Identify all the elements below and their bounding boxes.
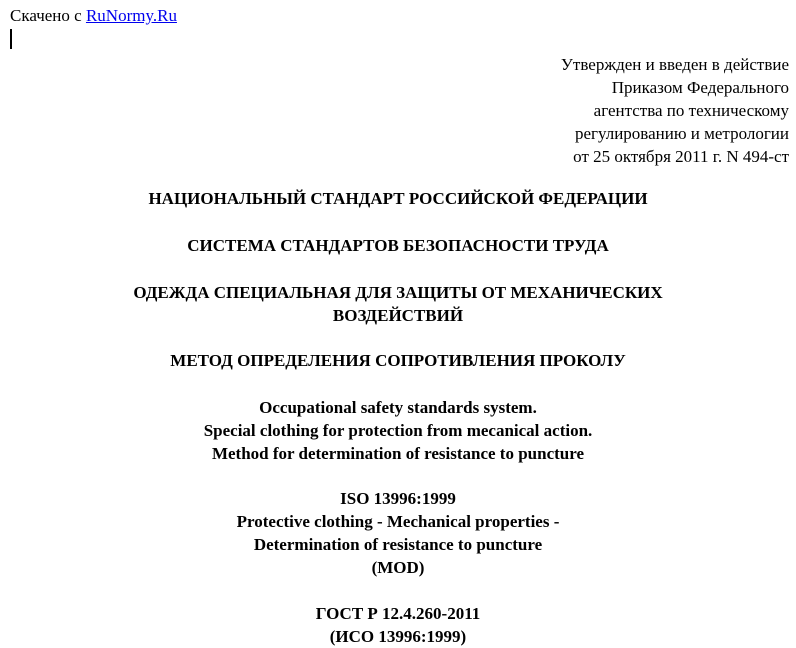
source-link[interactable]: RuNormy.Ru xyxy=(85,6,177,25)
subject-heading xyxy=(0,281,796,327)
gost-iso-equivalent: (ИСО 13996:1999) xyxy=(329,627,467,646)
approval-line: от 25 октября 2011 г. N 494-ст xyxy=(573,147,789,166)
iso-line: Determination of resistance to puncture xyxy=(253,535,543,554)
gost-designation xyxy=(0,602,796,648)
english-title-line: Special clothing for protection from mecanical action. xyxy=(203,421,593,440)
method-heading xyxy=(0,349,796,372)
iso-line: ISO 13996:1999 xyxy=(340,489,456,508)
iso-line: Protective clothing - Mechanical properties - xyxy=(236,512,560,531)
approval-line: агентства по техническому xyxy=(593,101,789,120)
approval-line: Приказом Федерального xyxy=(611,78,789,97)
national-standard-text: НАЦИОНАЛЬНЫЙ СТАНДАРТ РОССИЙСКОЙ ФЕДЕРАЦИИ xyxy=(148,189,648,208)
subject-text-line1: ОДЕЖДА СПЕЦИАЛЬНАЯ ДЛЯ ЗАЩИТЫ ОТ МЕХАНИЧЕСКИХ xyxy=(133,283,663,302)
approval-block xyxy=(561,53,789,168)
system-text: СИСТЕМА СТАНДАРТОВ БЕЗОПАСНОСТИ ТРУДА xyxy=(187,236,609,255)
approval-line: Утвержден и введен в действие xyxy=(560,55,789,74)
approval-line: регулированию и метрологии xyxy=(574,124,789,143)
source-line xyxy=(10,6,177,26)
subject-text-line2: ВОЗДЕЙСТВИЙ xyxy=(332,306,464,325)
national-standard-heading xyxy=(0,187,796,210)
system-heading xyxy=(0,234,796,257)
method-text: МЕТОД ОПРЕДЕЛЕНИЯ СОПРОТИВЛЕНИЯ ПРОКОЛУ xyxy=(170,351,626,370)
text-cursor xyxy=(10,29,12,49)
english-title-line: Occupational safety standards system. xyxy=(259,398,537,417)
iso-line: (MOD) xyxy=(371,558,425,577)
english-title xyxy=(0,396,796,465)
iso-reference xyxy=(0,487,796,579)
english-title-line: Method for determination of resistance to puncture xyxy=(211,444,585,463)
gost-number: ГОСТ Р 12.4.260-2011 xyxy=(315,604,481,623)
source-prefix: Скачено с xyxy=(10,6,82,25)
